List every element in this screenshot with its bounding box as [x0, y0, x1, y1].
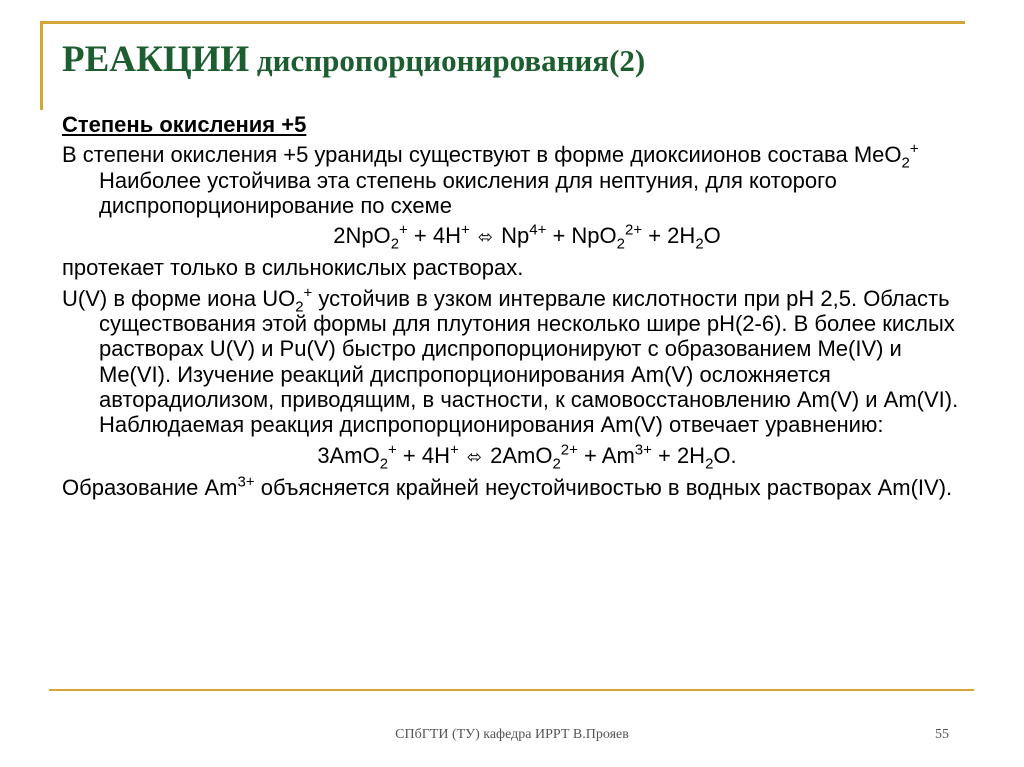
eq2-part: 2AmO — [483, 442, 553, 468]
eq1-part: + 2H — [642, 223, 696, 249]
eq2-part: O. — [713, 442, 737, 468]
title-accent-bar — [40, 22, 43, 110]
p3-sup: + — [303, 284, 313, 302]
eq2-sub: 2 — [379, 454, 389, 472]
slide-title — [62, 38, 645, 81]
p1-text-b: Наиболее устойчива эта степень окисления для нептуния, для которого диспропорционирование по схеме — [99, 167, 837, 218]
paragraph-3 — [62, 286, 962, 438]
p3-text-b: устойчив в узком интервале кислотности при pH 2,5. Область существования этой формы для плутония несколько шире pH(2-6). В более кислых растворах U(V) и Pu(V) быстро диспропорционируют с образованием Me(IV) и Me(VI). Изучение реакций диспропорционирования Am(V) осложняется авторадиолизом, приводящим, в частности, к самовосстановлению Am(V) и Am(VI). Наблюдаемая реакция диспропорционирования Am(V) отвечает уравнению: — [99, 285, 959, 438]
eq1-part: Np — [494, 223, 530, 249]
equilibrium-arrow-icon: ⬄ — [477, 227, 493, 249]
p1-sup: + — [909, 140, 919, 158]
equation-1 — [62, 221, 962, 253]
eq1-part: O — [703, 223, 721, 249]
bottom-divider-line — [49, 689, 974, 691]
eq1-sub: 2 — [695, 235, 704, 253]
eq1-sub: 2 — [616, 235, 625, 253]
title-main: РЕАКЦИИ — [62, 39, 250, 80]
p1-sub: 2 — [901, 154, 910, 172]
footer-text: СПбГТИ (ТУ) кафедра ИРРТ В.Прояев — [395, 727, 629, 742]
eq1-part: + NpO — [546, 223, 617, 249]
paragraph-1 — [62, 142, 962, 218]
eq2-part: + Am — [577, 442, 635, 468]
eq1-sup: + — [461, 221, 470, 239]
title-rest: диспропорционирования(2) — [249, 43, 646, 78]
eq1-sup: 2+ — [625, 221, 643, 239]
equation-2 — [62, 443, 962, 470]
equilibrium-arrow-icon: ⬄ — [466, 446, 482, 468]
eq2-part: 3AmO — [317, 442, 380, 468]
page-number: 55 — [935, 727, 949, 742]
eq2-sub: 2 — [552, 454, 561, 472]
eq2-sup: + — [450, 441, 459, 459]
eq2-part: + 4H — [396, 442, 450, 468]
subheading: Степень окисления +5 — [62, 112, 307, 137]
p3-text-a: U(V) в форме иона UO — [62, 285, 296, 311]
paragraph-4 — [62, 475, 962, 500]
eq1-part: + 4H — [407, 223, 461, 249]
p3-sub: 2 — [295, 298, 304, 316]
p1-text-a: В степени окисления +5 ураниды существуют в форме диоксиионов состава MeO — [62, 142, 902, 168]
p4-sup: 3+ — [237, 473, 255, 491]
top-divider-line — [40, 21, 965, 24]
eq2-sup: + — [388, 441, 397, 459]
p4-text-a: Образование Am — [62, 474, 238, 500]
paragraph-2: протекает только в сильнокислых растворах. — [62, 255, 524, 281]
eq2-sub: 2 — [705, 454, 714, 472]
eq2-part: + 2H — [651, 442, 706, 468]
eq2-sup: 3+ — [634, 441, 652, 459]
eq1-sup: + — [399, 221, 408, 239]
eq1-sup: 4+ — [529, 221, 547, 239]
slide-body — [62, 112, 962, 505]
eq2-sup: 2+ — [560, 441, 578, 459]
eq1-sub: 2 — [390, 235, 400, 253]
p4-text-b: объясняется крайней неустойчивостью в водных растворах Am(IV). — [254, 474, 953, 500]
eq1-part: 2NpO — [333, 223, 391, 249]
